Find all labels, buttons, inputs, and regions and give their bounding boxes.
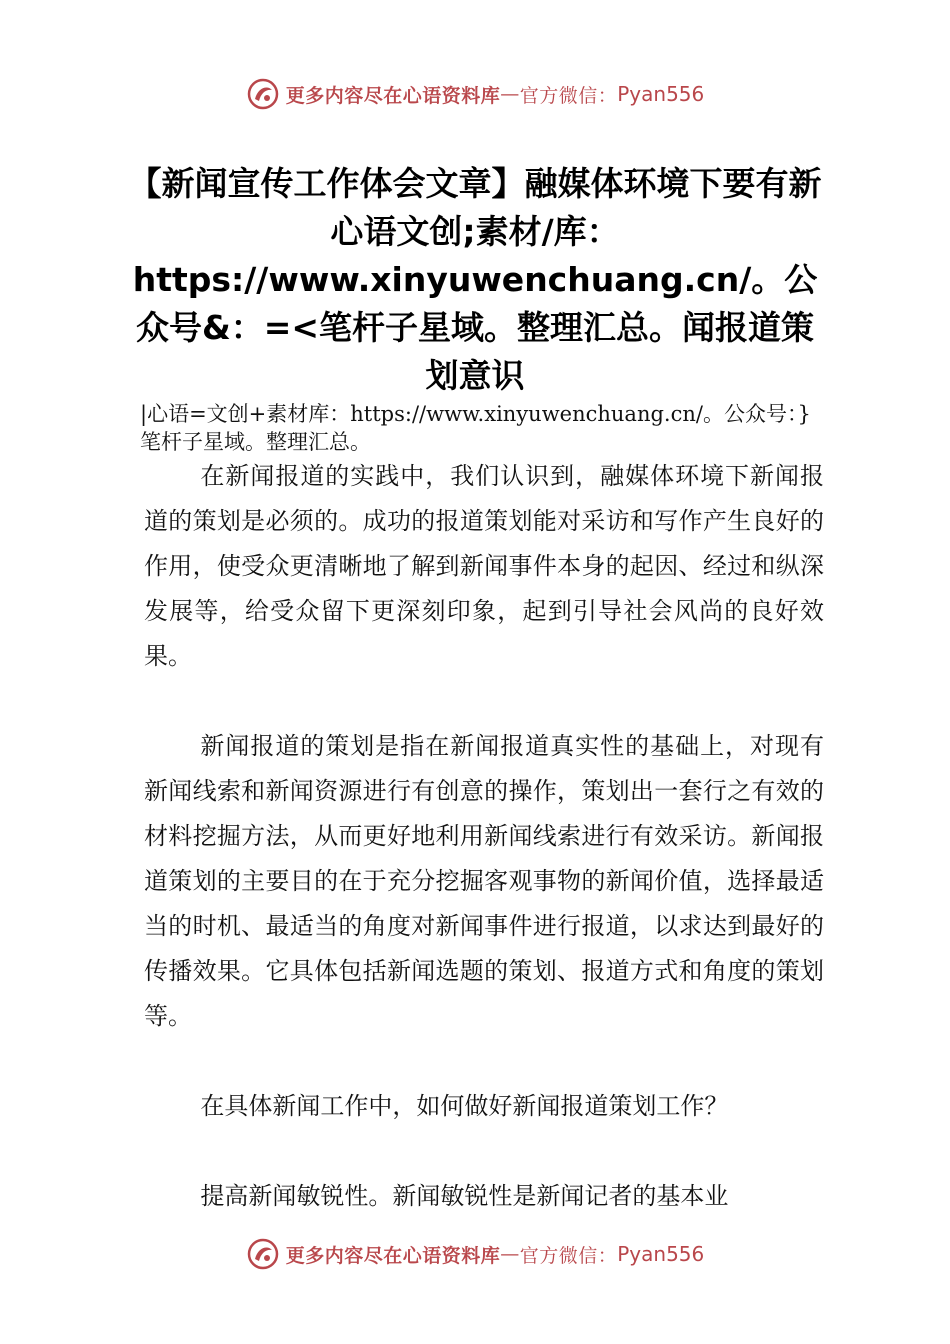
footer-banner — [0, 1234, 950, 1274]
source-note: |心语=文创+素材库：https://www.xinyuwenchuang.cn/。公众号：}笔杆子星域。整理汇总。 — [140, 402, 811, 454]
footer-separator: — — [500, 1243, 520, 1265]
document-title: 【新闻宣传工作体会文章】融媒体环境下要有新心语文创;素材/库：https://www.xinyuwenchuang.cn/。公众号&：=<笔杆子星域。整理汇总。闻报道策划意识 — [128, 164, 822, 395]
footer-contact-label: 官方微信： — [519, 1244, 618, 1267]
body-paragraph: 提高新闻敏锐性。新闻敏锐性是新闻记者的基本业 — [200, 1182, 729, 1210]
header-separator: — — [500, 83, 520, 105]
red-swirl-logo-icon — [246, 1237, 280, 1271]
header-contact-label: 官方微信： — [519, 84, 618, 107]
header-banner — [0, 74, 950, 114]
footer-brand-text: 更多内容尽在心语资料库 — [285, 1244, 501, 1267]
body-paragraph: 在新闻报道的实践中，我们认识到，融媒体环境下新闻报道的策划是必须的。成功的报道策划能对采访和写作产生良好的作用，使受众更清晰地了解到新闻事件本身的起因、经过和纵深发展等，给受众留下更深刻印象，起到引导社会风尚的良好效果。 — [144, 462, 824, 670]
document-body — [144, 454, 824, 1219]
footer-contact-id: Pyan556 — [617, 1242, 705, 1266]
red-swirl-logo-icon — [246, 77, 280, 111]
header-brand-text: 更多内容尽在心语资料库 — [285, 84, 501, 107]
body-paragraph: 在具体新闻工作中，如何做好新闻报道策划工作？ — [200, 1092, 729, 1120]
body-paragraph: 新闻报道的策划是指在新闻报道真实性的基础上，对现有新闻线索和新闻资源进行有创意的操作，策划出一套行之有效的材料挖掘方法，从而更好地利用新闻线索进行有效采访。新闻报道策划的主要目的在于充分挖掘客观事物的新闻价值，选择最适当的时机、最适当的角度对新闻事件进行报道，以求达到最好的传播效果。它具体包括新闻选题的策划、报道方式和角度的策划等。 — [144, 732, 824, 1030]
header-contact-id: Pyan556 — [617, 82, 705, 106]
